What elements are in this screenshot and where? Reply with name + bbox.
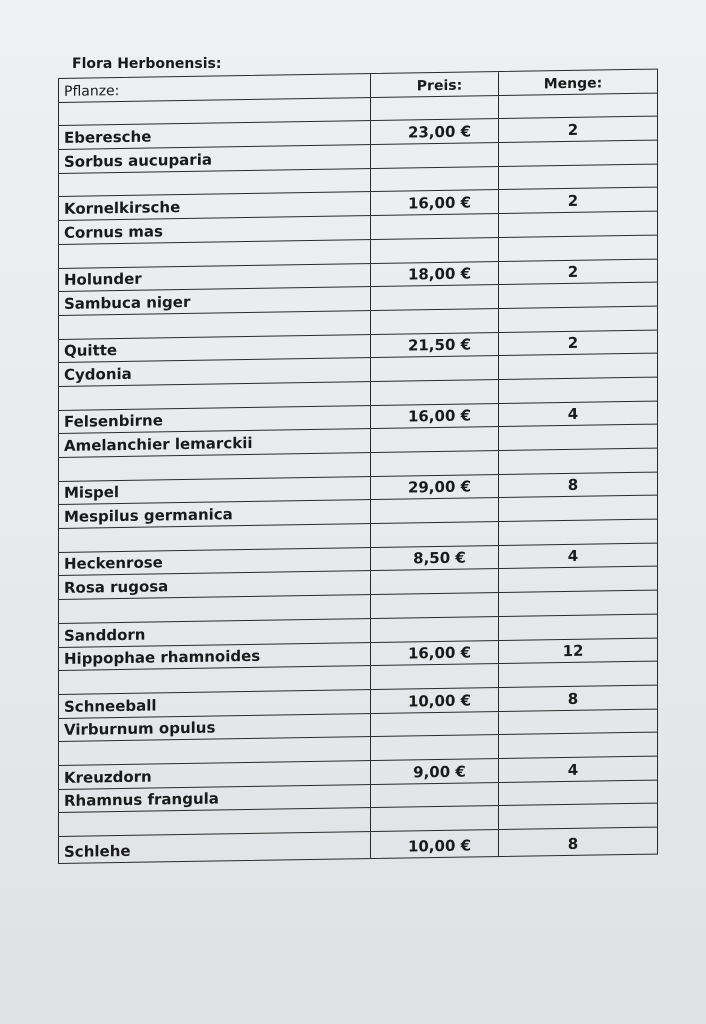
plant-common-name: Sanddorn [59,619,371,647]
plant-price: 16,00 € [371,641,499,666]
plant-common-name: Schlehe [59,832,371,863]
plant-common-name: Eberesche [59,121,371,149]
header-plant: Pflanze: [59,74,371,102]
plant-quantity: 4 [567,405,579,424]
plant-common-name: Quitte [59,335,371,363]
plant-latin-name: Rosa rugosa [59,572,371,600]
plant-price: 9,00 € [371,759,499,784]
plant-quantity: 8 [567,476,579,495]
plant-price: 16,00 € [371,191,499,216]
plant-quantity: 2 [567,191,579,211]
plant-quantity: 4 [567,760,579,779]
plant-common-name: Kreuzdorn [59,761,371,789]
plant-common-name: Schneeball [59,690,371,718]
plant-latin-name: Rhamnus frangula [59,785,371,813]
plant-quantity: 2 [567,120,579,140]
plant-price: 16,00 € [371,404,499,429]
plant-latin-name: Amelanchier lemarckii [59,429,371,457]
plant-latin-name: Hippophae rhamnoides [59,643,371,671]
plant-price: 10,00 € [371,688,499,713]
plant-price: 10,00 € [371,830,499,858]
plant-quantity: 8 [567,689,579,708]
header-quantity: Menge: [543,75,603,93]
plant-latin-name: Mespilus germanica [59,500,371,528]
plant-price-table [58,69,658,864]
plant-common-name: Felsenbirne [59,406,371,434]
plant-quantity: 4 [567,547,579,566]
plant-latin-name: Cydonia [59,358,371,386]
plant-common-name: Kornelkirsche [59,193,371,221]
plant-latin-name: Virburnum opulus [59,714,371,742]
plant-quantity: 2 [567,263,579,282]
plant-price: 21,50 € [371,333,499,358]
plant-quantity: 12 [562,641,584,661]
header-price: Preis: [371,72,499,97]
plant-price: 8,50 € [371,546,499,571]
plant-price: 29,00 € [371,475,499,500]
plant-latin-name: Cornus mas [59,216,371,244]
plant-common-name: Mispel [59,477,371,505]
plant-common-name: Holunder [59,264,371,292]
plant-latin-name: Sorbus aucuparia [59,145,371,173]
plant-common-name: Heckenrose [59,548,371,576]
plant-latin-name: Sambuca niger [59,287,371,315]
plant-price: 23,00 € [371,119,499,144]
plant-quantity: 8 [567,834,579,853]
document-title: Flora Herbonensis: [72,56,222,72]
plant-quantity: 2 [567,334,579,353]
plant-price: 18,00 € [371,262,499,287]
